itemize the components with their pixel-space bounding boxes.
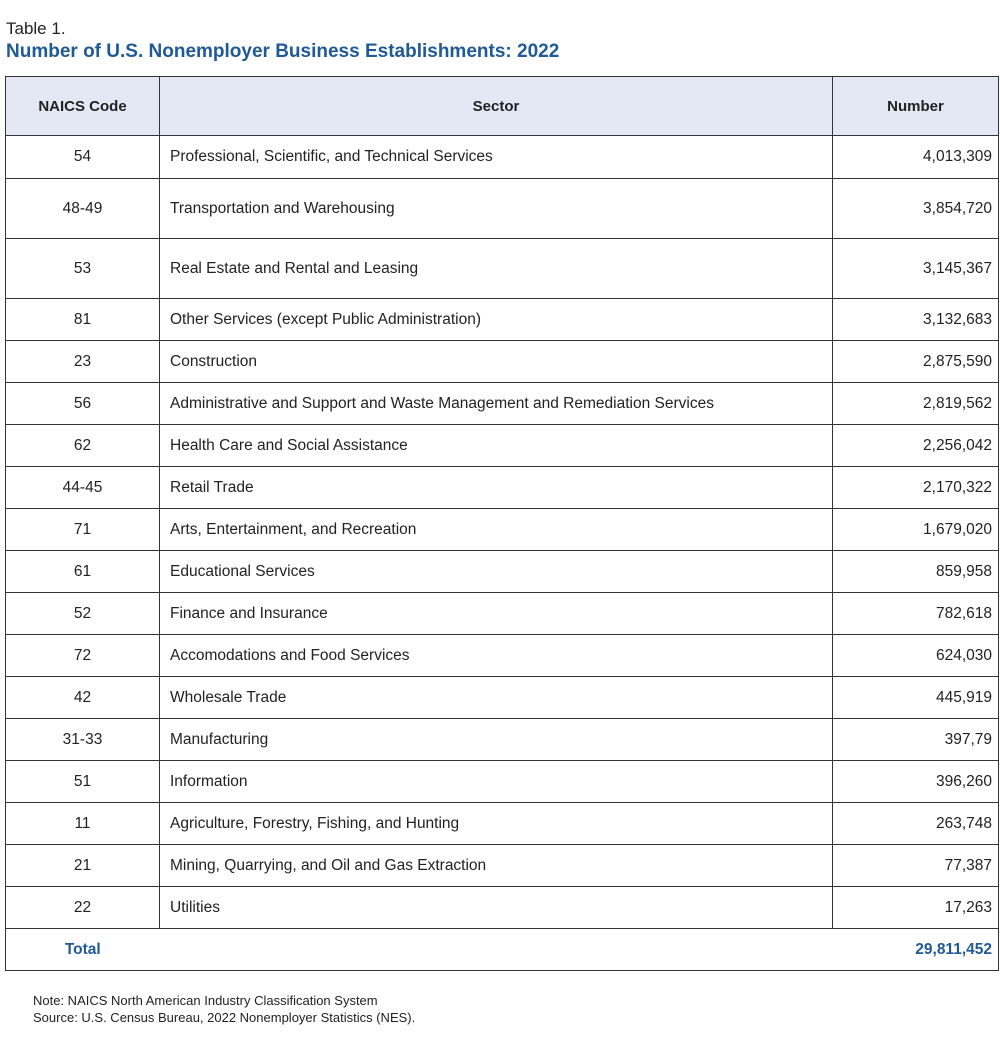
table-label: Table 1. bbox=[6, 19, 66, 38]
table-row bbox=[6, 239, 999, 299]
naics-code: 48-49 bbox=[6, 179, 160, 239]
source-text: Source: U.S. Census Bureau, 2022 Nonemployer Statistics (NES). bbox=[33, 1010, 416, 1025]
table-row bbox=[6, 136, 999, 179]
establishment-count: 3,854,720 bbox=[833, 179, 999, 239]
establishment-count: 2,875,590 bbox=[833, 341, 999, 383]
naics-code: 52 bbox=[6, 593, 160, 635]
total-number: 29,811,452 bbox=[833, 929, 999, 971]
table-row bbox=[6, 635, 999, 677]
naics-code: 21 bbox=[6, 845, 160, 887]
total-label: Total bbox=[6, 929, 160, 971]
naics-code: 51 bbox=[6, 761, 160, 803]
data-table bbox=[5, 76, 999, 971]
note-text: Note: NAICS North American Industry Classification System bbox=[33, 993, 378, 1008]
naics-code: 62 bbox=[6, 425, 160, 467]
establishment-count: 859,958 bbox=[833, 551, 999, 593]
establishment-count: 77,387 bbox=[833, 845, 999, 887]
sector-name: Utilities bbox=[160, 887, 833, 929]
naics-code: 54 bbox=[6, 136, 160, 179]
naics-code: 44-45 bbox=[6, 467, 160, 509]
table-row bbox=[6, 341, 999, 383]
naics-code: 72 bbox=[6, 635, 160, 677]
naics-code: 81 bbox=[6, 299, 160, 341]
establishment-count: 1,679,020 bbox=[833, 509, 999, 551]
header-number: Number bbox=[833, 77, 999, 136]
establishment-count: 445,919 bbox=[833, 677, 999, 719]
table-row bbox=[6, 845, 999, 887]
naics-code: 42 bbox=[6, 677, 160, 719]
table-row bbox=[6, 761, 999, 803]
sector-name: Professional, Scientific, and Technical Services bbox=[160, 136, 833, 179]
table-row bbox=[6, 803, 999, 845]
table-row bbox=[6, 593, 999, 635]
sector-name: Arts, Entertainment, and Recreation bbox=[160, 509, 833, 551]
naics-code: 23 bbox=[6, 341, 160, 383]
naics-code: 22 bbox=[6, 887, 160, 929]
header-naics-code: NAICS Code bbox=[6, 77, 160, 136]
sector-name: Manufacturing bbox=[160, 719, 833, 761]
establishment-count: 17,263 bbox=[833, 887, 999, 929]
establishment-count: 2,170,322 bbox=[833, 467, 999, 509]
table-row bbox=[6, 467, 999, 509]
table-row bbox=[6, 299, 999, 341]
table-row bbox=[6, 383, 999, 425]
establishment-count: 2,256,042 bbox=[833, 425, 999, 467]
establishment-count: 624,030 bbox=[833, 635, 999, 677]
sector-name: Real Estate and Rental and Leasing bbox=[160, 239, 833, 299]
table-title: Number of U.S. Nonemployer Business Establishments: 2022 bbox=[6, 41, 560, 62]
naics-code: 53 bbox=[6, 239, 160, 299]
total-spacer bbox=[160, 929, 833, 971]
naics-code: 11 bbox=[6, 803, 160, 845]
table-row bbox=[6, 425, 999, 467]
establishment-count: 397,79 bbox=[833, 719, 999, 761]
table-row bbox=[6, 887, 999, 929]
establishment-count: 782,618 bbox=[833, 593, 999, 635]
sector-name: Retail Trade bbox=[160, 467, 833, 509]
sector-name: Accomodations and Food Services bbox=[160, 635, 833, 677]
table-row bbox=[6, 179, 999, 239]
establishment-count: 4,013,309 bbox=[833, 136, 999, 179]
table-row bbox=[6, 719, 999, 761]
sector-name: Information bbox=[160, 761, 833, 803]
establishment-count: 3,145,367 bbox=[833, 239, 999, 299]
sector-name: Construction bbox=[160, 341, 833, 383]
naics-code: 71 bbox=[6, 509, 160, 551]
sector-name: Other Services (except Public Administration) bbox=[160, 299, 833, 341]
sector-name: Administrative and Support and Waste Management and Remediation Services bbox=[160, 383, 833, 425]
naics-code: 31-33 bbox=[6, 719, 160, 761]
table-row bbox=[6, 509, 999, 551]
sector-name: Health Care and Social Assistance bbox=[160, 425, 833, 467]
table-row bbox=[6, 551, 999, 593]
naics-code: 61 bbox=[6, 551, 160, 593]
establishment-count: 263,748 bbox=[833, 803, 999, 845]
establishment-count: 2,819,562 bbox=[833, 383, 999, 425]
sector-name: Wholesale Trade bbox=[160, 677, 833, 719]
naics-code: 56 bbox=[6, 383, 160, 425]
header-row bbox=[6, 77, 999, 136]
table-row bbox=[6, 677, 999, 719]
sector-name: Transportation and Warehousing bbox=[160, 179, 833, 239]
establishment-count: 3,132,683 bbox=[833, 299, 999, 341]
total-row bbox=[6, 929, 999, 971]
footnotes bbox=[33, 992, 415, 1026]
establishment-count: 396,260 bbox=[833, 761, 999, 803]
header-sector: Sector bbox=[160, 77, 833, 136]
sector-name: Finance and Insurance bbox=[160, 593, 833, 635]
sector-name: Educational Services bbox=[160, 551, 833, 593]
sector-name: Agriculture, Forestry, Fishing, and Hunting bbox=[160, 803, 833, 845]
sector-name: Mining, Quarrying, and Oil and Gas Extraction bbox=[160, 845, 833, 887]
